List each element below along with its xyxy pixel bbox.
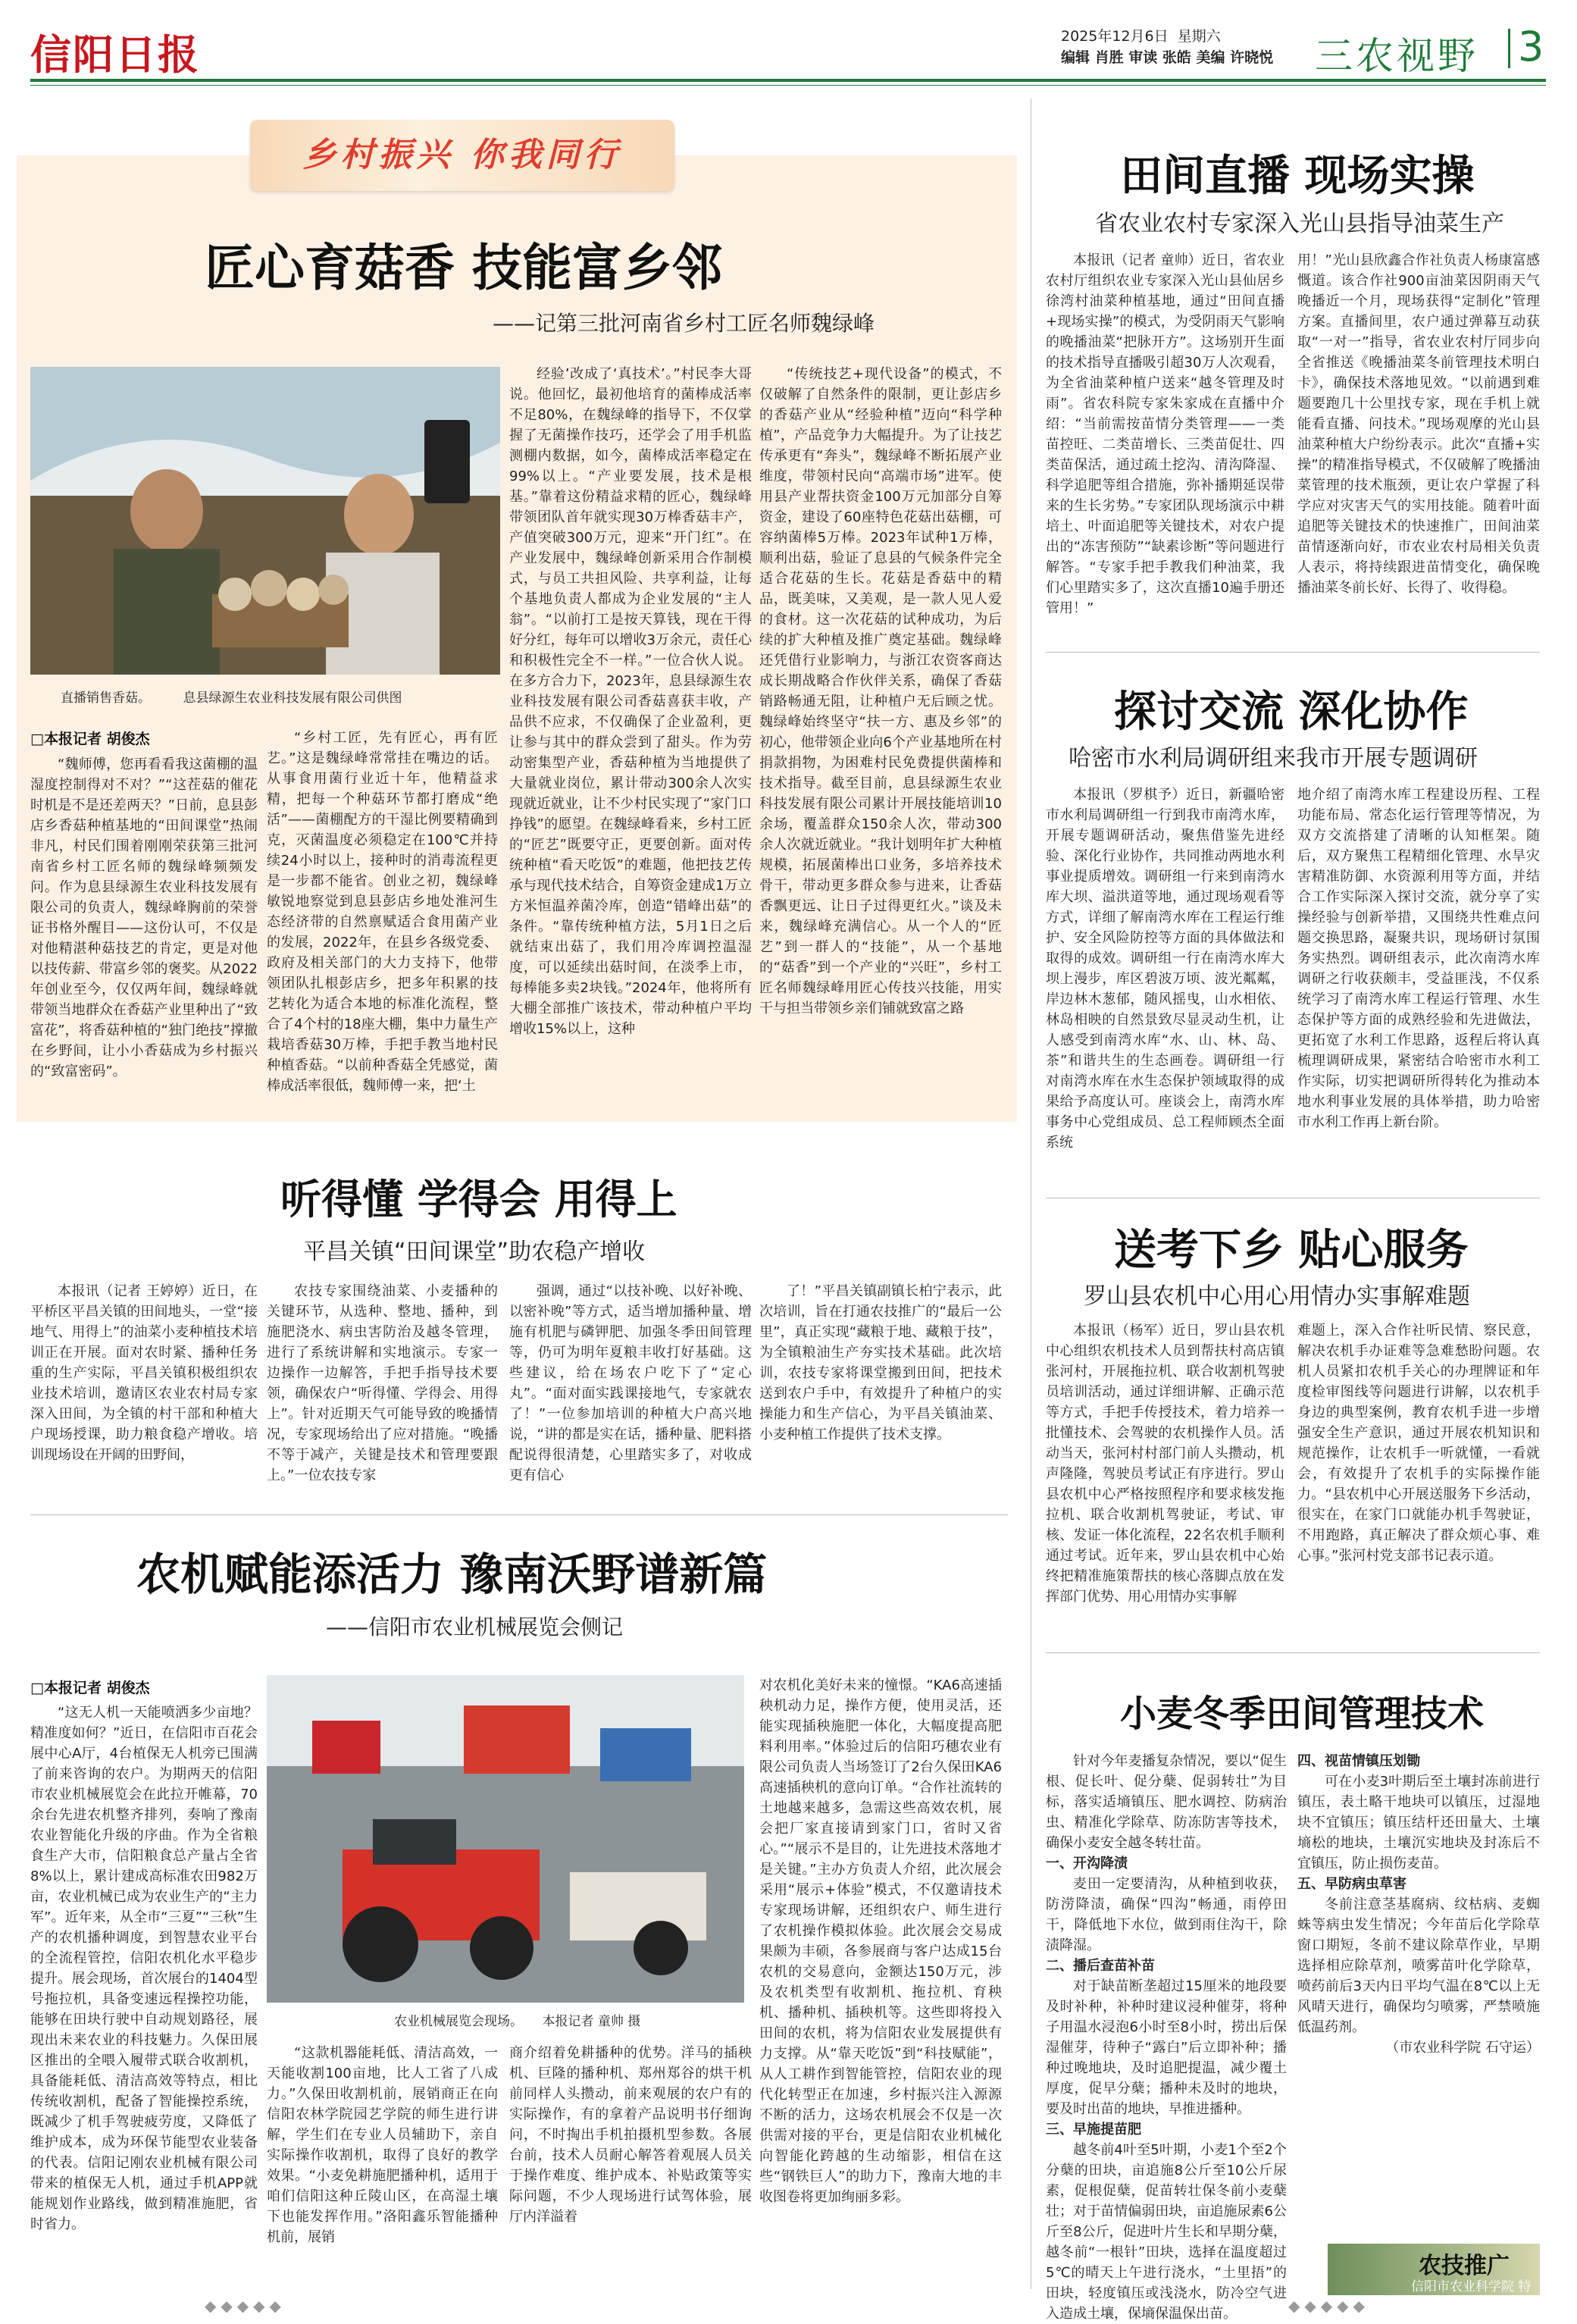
exhibition-illustration xyxy=(267,1675,744,2003)
article1-column-4: “传统技艺+现代设备”的模式，不仅破解了自然条件的限制，更让彭店乡的香菇产业从“经验种植”迈向“科学种植”，产品竞争力大幅提升。为了让技艺传承更有“奔头”，魏绿峰不断拓展产业维度，带领村民向“高端市场”进军。使用县产业帮扶资金100万元加部分自筹资金，建设了60座特色花菇出菇棚，可容纳菌棒5万棒。2023年试种1万棒，顺利出菇，验证了息县的气候条件完全适合花菇的生长。花菇是香菇中的精品，既美味，又美观，是一款人见人爱的食材。这一次花菇的试种成功，为后续的扩大种植及推广奠定基础。魏绿峰还凭借行业影响力，与浙江农资客商达成长期战略合作伙伴关系，确保了香菇销路畅通无阻，让种植户无后顾之忧。魏绿峰始终坚守“扶一方、惠及乡邻”的初心，他带领企业向6个产业基地所在村捐款捐物，为困难村民免费提供菌棒和技术指导。截至目前，息县绿源生农业科技发展有限公司累计开展技能培训10余场，覆盖群众150余人次，带动300余人次就近就业。“我计划明年扩大种植规模，拓展菌棒出口业务，多培养技术骨干，带动更多群众参与进来，让香菇香飘更远、让日子过得更红火。”谈及未来，魏绿峰充满信心。从一个人的“匠艺”到一群人的“技能”，从一个基地的“菇香”到一个产业的“兴旺”，乡村工匠名师魏绿峰用匠心传技兴技能，用实干与担当带领乡亲们铺就致富之路 xyxy=(759,366,1002,1016)
rural-revitalization-banner xyxy=(250,120,674,191)
article6-title: 送考下乡 贴心服务 xyxy=(1114,1225,1469,1275)
issue-date: 2025年12月6日 xyxy=(1061,28,1169,45)
machinery-exhibition-photo xyxy=(267,1675,744,2003)
article5-column-2: 地介绍了南湾水库工程建设历程、工程功能布局、常态化运行管理等情况，为双方交流搭建了清晰的认知框架。随后，双方聚焦工程精细化管理、水旱灾害精准防御、水资源利用等方面，并结合工作实际深入探讨交流，就分享了实操经验与创新举措，又围绕共性难点问题交换思路，凝聚共识，现场研讨氛围务实热烈。调研组表示，此次南湾水库调研之行收获颇丰，受益匪浅，不仅系统学习了南湾水库工程运行管理、水生态保护等方面的成熟经验和先进做法，更拓宽了水利工作思路，返程后将认真梳理调研成果，紧密结合哈密市水利工作实际，切实把调研所得转化为推动本地水利事业发展的具体举措，助力哈密市水利工作再上新台阶。 xyxy=(1297,787,1540,1130)
article7-heading-5: 五、早防病虫草害 xyxy=(1297,1876,1406,1892)
footer-dots-right: ◆◆◆◆◆ xyxy=(1288,2297,1369,2315)
article2-title: 听得懂 学得会 用得上 xyxy=(280,1175,677,1223)
article1-subtitle: ——记第三批河南省乡村工匠名师魏绿峰 xyxy=(493,311,875,336)
article6-column-1: 本报讯（杨军）近日，罗山县农机中心组织农机技术人员到帮扶村高店镇张河村，开展拖拉机、联合收割机驾驶员培训活动，通过详细讲解、正确示范等方式，手把手传授技术，着力培养一批懂技术、会驾驶的农机操作人员。活动当天，张河村村部门前人头攒动，机声隆隆，驾驶员考试正有序进行。罗山县农机中心严格按照程序和要求核发拖拉机、联合收割机驾驶证，考试、审核、发证一体化流程，22名农机手顺利通过考试。近年来，罗山县农机中心始终把精准施策帮扶的核心落脚点放在发挥部门优势、用心用情办实事解 xyxy=(1046,1323,1284,1605)
masthead-rule xyxy=(30,79,1546,82)
article4-column-2: 用！”光山县欣鑫合作社负责人杨康富感慨道。该合作社900亩油菜因阴雨天气晚播近一个月，现场获得“定制化”管理方案。直播间里，农户通过弹幕互动获取“一对一”指导，省农业农村厅同步向全省推送《晚播油菜冬前管理技术明白卡》，确保技术落地见效。“以前遇到难题要跑几十公里找专家，现在手机上就能看直播、问技术。”现场观摩的光山县油菜种植大户纷纷表示。此次“直播+实操”的精准指导模式，不仅破解了晚播油菜管理的技术瓶颈，更让农户掌握了科学应对灾害天气的实用技能。随着叶面追肥等关键技术的快速推广，田间油菜苗情逐渐向好，市农业农村局相关负责人表示，将持续跟进苗情变化，确保晚播油菜冬前长好、长得了、收得稳。 xyxy=(1297,252,1540,596)
footer-dots-left: ◆◆◆◆◆ xyxy=(205,2297,286,2315)
article5-title: 探讨交流 深化协作 xyxy=(1114,687,1469,737)
promo-sub: 信阳市农业科学院 特约 xyxy=(1411,2279,1532,2313)
issue-info xyxy=(1061,26,1273,68)
photo1-caption: 直播销售香菇。 息县绿源生农业科技发展有限公司供图 xyxy=(61,691,402,706)
article4-title: 田间直播 现场实操 xyxy=(1120,151,1475,201)
article7-paragraph-3: 越冬前4叶至5叶期，小麦1个至2个分蘖的田块，亩追施8公斤至10公斤尿素，促根促蘖，促苗转壮保冬前小麦蘖壮；对于苗情偏弱田块，亩追施尿素6公斤至8公斤，促进叶片生长和早期分蘖，越冬前“一根针”田块，选择在温度超过5℃的晴天上午进行浇水，“土里捂”的田块，轻度镇压或浅浇水，防冷空气进入造成土壤，保墒保温保出苗。 xyxy=(1046,2142,1287,2322)
editor-credits: 编辑 肖胜 审读 张皓 美编 许晓悦 xyxy=(1061,49,1274,66)
newspaper-logo: 信阳日报 xyxy=(30,30,200,79)
article1-byline: □本报记者 胡俊杰 xyxy=(30,731,150,747)
article2-column-3: 强调，通过“以技补晚、以好补晚、以密补晚”等方式，适当增加播种量、增施有机肥与磷钾肥、加强冬季田间管理等，仍可为明年夏粮丰收打好基础。这些建议，给在场农户吃下了“定心丸”。“面对面实践课接地气，专家就农了！”一位参加培训的种植大户高兴地说，“讲的都是实在话，播种量、肥料搭配说得很清楚，心里踏实多了，对收成更有信心 xyxy=(509,1283,752,1483)
section-title: 三农视野 xyxy=(1315,34,1478,78)
article3-subtitle: ——信阳市农业机械展览会侧记 xyxy=(326,1615,624,1640)
article2-column-1: 本报讯（记者 王婷婷）近日，在平桥区平昌关镇的田间地头，一堂“接地气、用得上”的油菜小麦种植技术培训正在开展。面对农时紧、播种任务重的生产实际，平昌关镇积极组织农业技术培训，邀请区农业农村局专家深入田间，为全镇的村干部和种植大户现场授课，助力粮食稳产增收。培训现场设在开阔的田野间， xyxy=(30,1283,258,1463)
banner-text: 乡村振兴 你我同行 xyxy=(302,136,622,174)
masthead-rule-thin xyxy=(30,85,1546,86)
article4-subtitle: 省农业农村专家深入光山县指导油菜生产 xyxy=(1095,211,1504,237)
mushroom-livestream-photo xyxy=(30,367,500,675)
article7-credit: （市农业科学院 石守运） xyxy=(1385,2040,1540,2056)
article3-column-3: 商介绍着免耕播种的优势。洋马的插秧机、巨隆的播种机、郑州郑谷的烘干机前同样人头攒动，前来观展的农户有的实际操作，有的拿着产品说明书仔细询问，不时掏出手机拍摄机型参数。各展台前，技术人员耐心解答着观展人员关于操作难度、维护成本、补贴政策等实际问题，不少人现场进行试驾体验，展厅内洋溢着 xyxy=(509,2045,752,2225)
article3-title: 农机赋能添活力 豫南沃野谱新篇 xyxy=(136,1549,768,1600)
article3-byline: □本报记者 胡俊杰 xyxy=(30,1680,150,1696)
article7-heading-2: 二、播后查苗补苗 xyxy=(1046,1958,1155,1974)
article3-column-4: 对农机化美好未来的憧憬。“KA6高速插秧机动力足，操作方便，使用灵活，还能实现插秧施肥一体化，大幅度提高肥料利用率。”体验过后的信阳巧穗农业有限公司负责人当场签订了2台久保田KA6高速插秧机的意向订单。“合作社流转的土地越来越多，急需这些高效农机，展会把厂家直接请到家门口，省时又省心。”“展示不是目的，让先进技术落地才是关键。”主办方负责人介绍，此次展会采用“展示+体验”模式，不仅邀请技术专家现场讲解，还组织农户、师生进行了农机操作模拟体验。此次展会交易成果颇为丰硕，各参展商与客户达成15台农机的交易意向，金额达150万元，涉及农机类型有收割机、拖拉机、育秧机、播种机、插秧机等。这些即将投入田间的农机，将为信阳农业发展提供有力支撑。从“靠天吃饭”到“科技赋能”，从人工耕作到智能管控，信阳农业的现代化转型正在加速，乡村振兴注入源源不断的活力，这场农机展会不仅是一次供需对接的平台，更是信阳农业机械化向智能化跨越的生动缩影，相信在这些“钢铁巨人”的助力下，豫南大地的丰收图卷将更加绚丽多彩。 xyxy=(759,1677,1002,2205)
photo-illustration xyxy=(30,367,500,675)
section-divider xyxy=(1046,1652,1540,1653)
article2-column-2: 农技专家围绕油菜、小麦播种的关键环节，从选种、整地、播种，到施肥浇水、病虫害防治及越冬管理，进行了系统讲解和实地演示。专家一边操作一边解答，手把手指导技术要领，确保农户“听得懂、学得会、用得上”。针对近期天气可能导致的晚播情况，专家现场给出了应对措施。“晚播不等于减产，关键是技术和管理要跟上。”一位农技专家 xyxy=(267,1283,498,1483)
article2-subtitle: 平昌关镇“田间课堂”助农稳产增收 xyxy=(303,1239,646,1265)
photo2-caption: 农业机械展览会现场。 本报记者 童帅 摄 xyxy=(394,2014,641,2029)
article5-subtitle: 哈密市水利局调研组来我市开展专题调研 xyxy=(1069,745,1478,772)
article7-heading-1: 一、开沟降渍 xyxy=(1046,1856,1128,1871)
article3-column-1: “这无人机一天能喷洒多少亩地？精准度如何？”近日，在信阳市百花会展中心A厅，4台植保无人机旁已围满了前来咨询的农户。为期两天的信阳市农业机械展览会在此拉开帷幕，70余台先进农机整齐排列，奏响了豫南农业智能化升级的序曲。作为全省粮食生产大市，信阳粮食总产量占全省8%以上，累计建成高标准农田982万亩，农业机械已成为农业生产的“主力军”。近年来，从全市“三夏”“三秋”生产的农机播种调度，到智慧农业平台的全流程管控，信阳农机化水平稳步提升。展会现场，首次展台的1404型号拖拉机，具备变速远程操控功能，能够在田块行驶中自动规划路径，展现出未来农业的科技魅力。久保田展区推出的全喂入履带式联合收割机，具备能耗低、清洁高效等特点，相比传统收割机，配备了智能操控系统，既减少了机手驾驶疲劳度，又降低了维护成本，成为环保节能型农业装备的代表。信阳记刚农业机械有限公司带来的植保无人机，通过手机APP就能规划作业路线，做到精准施肥，省时省力。 xyxy=(30,1705,258,2232)
article1-title: 匠心育菇香 技能富乡邻 xyxy=(205,238,722,297)
article6-subtitle: 罗山县农机中心用心用情办实事解难题 xyxy=(1084,1283,1470,1310)
article7-title: 小麦冬季田间管理技术 xyxy=(1120,1693,1485,1735)
article4-column-1: 本报讯（记者 童帅）近日，省农业农村厅组织农业专家深入光山县仙居乡徐湾村油菜种植基地，通过“田间直播+现场实操”的模式，为受阴雨天气影响的晚播油菜“把脉开方”。这场别开生面的技术指导直播吸引超30万人次观看，为全省油菜种植户送来“越冬管理及时雨”。省农科院专家朱家成在直播中介绍：“当前需按苗情分类管理——一类苗控旺、二类苗增长、三类苗促壮、四类苗保活，通过疏土挖沟、清沟降湿、科学追肥等组合措施，弥补播期延误带来的生长劣势。”专家团队现场演示中耕培土、叶面追肥等关键技术，对农户提出的“冻害预防”“缺素诊断”等问题进行解答。“专家手把手教我们种油菜，我们心里踏实多了，这次直播10遍手册还管用！” xyxy=(1046,252,1284,616)
article6-column-2: 难题上，深入合作社听民情、察民意，解决农机手办证难等急难愁盼问题。农机人员紧扣农机手关心的办理牌证和年度检审图线等问题进行讲解，以农机手身边的典型案例，教育农机手进一步增强安全生产意识，通过开展农机知识和规范操作，让农机手一听就懂，一看就会，有效提升了农机手的实际操作能力。“县农机中心开展送服务下乡活动，很实在，在家门口就能办机手驾驶证，不用跑路，真正解决了群众烦心事、难心事。”张河村党支部书记表示道。 xyxy=(1297,1323,1540,1564)
article1-column-1: “魏师傅，您再看看我这菌棚的温湿度控制得对不对？”“这茬菇的催花时机是不是还差两天？”日前，息县彭店乡香菇种植基地的“田间课堂”热闹非凡，村民们围着刚刚荣获第三批河南省乡村工匠名师的魏绿峰频频发问。作为息县绿源生农业科技发展有限公司的负责人，魏绿峰胸前的荣誉证书格外醒目——这份认可，不仅是对他精湛种菇技艺的肯定，更是对他以技传薪、带富乡邻的褒奖。从2022年创业至今，仅仅两年间，魏绿峰就带领当地群众在香菇产业里种出了“致富花”，将香菇种植的“独门绝技”撑撤在乡野间，让小小香菇成为乡村振兴的“致富密码”。 xyxy=(30,756,258,1079)
article2-column-4: 了！”平昌关镇副镇长柏宁表示，此次培训，旨在打通农技推广的“最后一公里”，真正实现“藏粮于地、藏粮于技”，为全镇粮油生产夯实技术基础。此次培训，农技专家将课堂搬到田间，把技术送到农户手中，有效提升了种植户的实操能力和生产信心，为平昌关镇油菜、小麦种植工作提供了技术支撑。 xyxy=(759,1283,1002,1442)
article7-paragraph-5: 冬前注意茎基腐病、纹枯病、麦蜘蛛等病虫发生情况；今年苗后化学除草窗口期短，冬前不建议除草作业，早期选择相应除草剂，喷雾苗叶化学除草，喷药前后3天内日平均气温在8℃以上无风晴天进行，确保均匀喷雾，严禁喷施低温药剂。 xyxy=(1297,1896,1540,2035)
issue-weekday: 星期六 xyxy=(1177,28,1221,45)
page-number: 3 xyxy=(1518,23,1544,70)
article7-intro: 针对今年麦播复杂情况，要以“促生根、促长叶、促分蘖、促弱转壮”为目标，落实适墒镇压、肥水调控、防病治虫、精准化学除草、防冻防害等技术，确保小麦安全越冬转壮苗。 xyxy=(1046,1753,1287,1851)
article3-column-2: “这款机器能耗低、清洁高效，一天能收割100亩地，比人工省了八成力。”久保田收割机前，展销商正在向信阳农林学院园艺学院的师生进行讲解，学生们在专业人员辅助下，亲自实际操作收割机，取得了良好的教学效果。“小麦免耕施肥播种机，适用于咱们信阳这种丘陵山区，在高湿土壤下也能发挥作用。”洛阳鑫乐智能播种机前，展销 xyxy=(267,2045,498,2245)
article7-right-column xyxy=(1297,1751,1540,2236)
promo-label: 农技推广 xyxy=(1419,2253,1510,2279)
article1-column-3: 经验’改成了‘真技术’。”村民李大哥说。他回忆，最初他培育的菌棒成活率不足80%，在魏绿峰的指导下，不仅掌握了无菌操作技巧，还学会了用手机监测棚内数据，如今，菌棒成活率稳定在99%以上。“产业要发展，技术是根基。”靠着这份精益求精的匠心，魏绿峰带领团队首年就实现30万棒香菇丰产，产值突破300万元，迎来“开门红”。在产业发展中，魏绿峰创新采用合作制模式，与员工共担风险、共享利益，让每个基地负责人都成为企业发展的“主人翁”。“以前打工是按天算钱，现在干得好分红，每年可以增收3万余元，责任心和积极性完全不一样。”一位合伙人说。在多方合力下，2023年，息县绿源生农业科技发展有限公司香菇喜获丰收，产品供不应求，不仅确保了企业盈利，更让参与其中的群众尝到了甜头。作为劳动密集型产业，香菇种植为当地提供了大量就业岗位，累计带动300余人次实现就近就业，让不少村民实现了“家门口挣钱”的愿望。在魏绿峰看来，乡村工匠的“匠艺”既要守正，更要创新。面对传统种植“看天吃饭”的难题，他把技艺传承与现代技术结合，自筹资金建成1万立方米恒温养菌冷库，创造“错峰出菇”的条件。“靠传统种植方法，5月1日之后就结束出菇了，我们用冷库调控温湿度，可以延续出菇时间，在淡季上市，每棒能多卖2块钱。”2024年，他将所有大棚全部推广该技术，带动种植户平均增收15%以上，这种 xyxy=(509,366,752,1037)
agri-promo-image xyxy=(1328,2244,1540,2313)
article7-left-column xyxy=(1046,1751,1287,2322)
article1-column-2: “乡村工匠，先有匠心，再有匠艺。”这是魏绿峰常常挂在嘴边的话。从事食用菌行业近十年，他精益求精，把每一个种菇环节都打磨成“绝活”——菌棚配方的干湿比例要精确到克，灭菌温度必须稳定在100℃并持续24小时以上，接种时的消毒流程更是一步都不能省。创业之初，魏绿峰敏锐地察觉到息县彭店乡地处淮河生态经济带的自然禀赋适合食用菌产业的发展，2022年，在县乡各级党委、政府及相关部门的大力支持下，他带领团队扎根彭店乡，把多年积累的技艺转化为适合本地的标准化流程，整合了4个村的18座大棚，集中力量生产栽培香菇30万棒，手把手教当地村民种植香菇。“以前种香菇全凭感觉，菌棒成活率很低，魏师傅一来，把‘土 xyxy=(267,730,498,1094)
masthead-separator xyxy=(1508,29,1510,68)
section-divider xyxy=(1046,652,1540,653)
article7-heading-4: 四、视苗情镇压划锄 xyxy=(1297,1753,1420,1769)
article7-paragraph-2: 对于缺苗断垄超过15厘米的地段要及时补种，补种时建议浸种催芽，将种子用温水浸泡6小时至8小时，捞出后保湿催芽，待种子“露白”后立即补种；播种过晚地块，及时追肥提温，减少覆土厚度，促早分蘖；播种未及时的地块，要及时出苗的地块，早推进播种。 xyxy=(1046,1978,1287,2117)
article7-heading-3: 三、早施提苗肥 xyxy=(1046,2122,1141,2138)
article7-paragraph-4: 可在小麦3叶期后至土壤封冻前进行镇压，表土略干地块可以镇压，过湿地块不宜镇压；镇压结杆还田量大、土壤墒松的地块，土壤沉实地块及封冻后不宜镇压，防止损伤麦苗。 xyxy=(1297,1774,1540,1871)
article7-paragraph-1: 麦田一定要清沟，从种植到收获，防涝降渍，确保“四沟”畅通，雨停田干，降低地下水位，做到雨住沟干，除渍降湿。 xyxy=(1046,1876,1287,1953)
section-divider xyxy=(30,1514,1008,1515)
article5-column-1: 本报讯（罗棋予）近日，新疆哈密市水利局调研组一行到我市南湾水库，开展专题调研活动，聚焦借鉴先进经验、深化行业协作，共同推动两地水利事业提质增效。调研组一行来到南湾水库大坝、溢洪道等地，通过现场观看等方式，详细了解南湾水库在工程运行维护、安全风险防控等方面的具体做法和取得的成效。调研组一行在南湾水库大坝上漫步，库区碧波万顷、波光粼粼，岸边林木葱郁，随风摇曳，山水相依、林岛相映的自然景致尽显灵动生机，让人感受到南湾水库“水、山、林、岛、茶”和谐共生的生态画卷。调研组一行对南湾水库在水生态保护领域取得的成果给予高度认可。座谈会上，南湾水库事务中心党组成员、总工程师顾杰全面系统 xyxy=(1046,787,1284,1151)
